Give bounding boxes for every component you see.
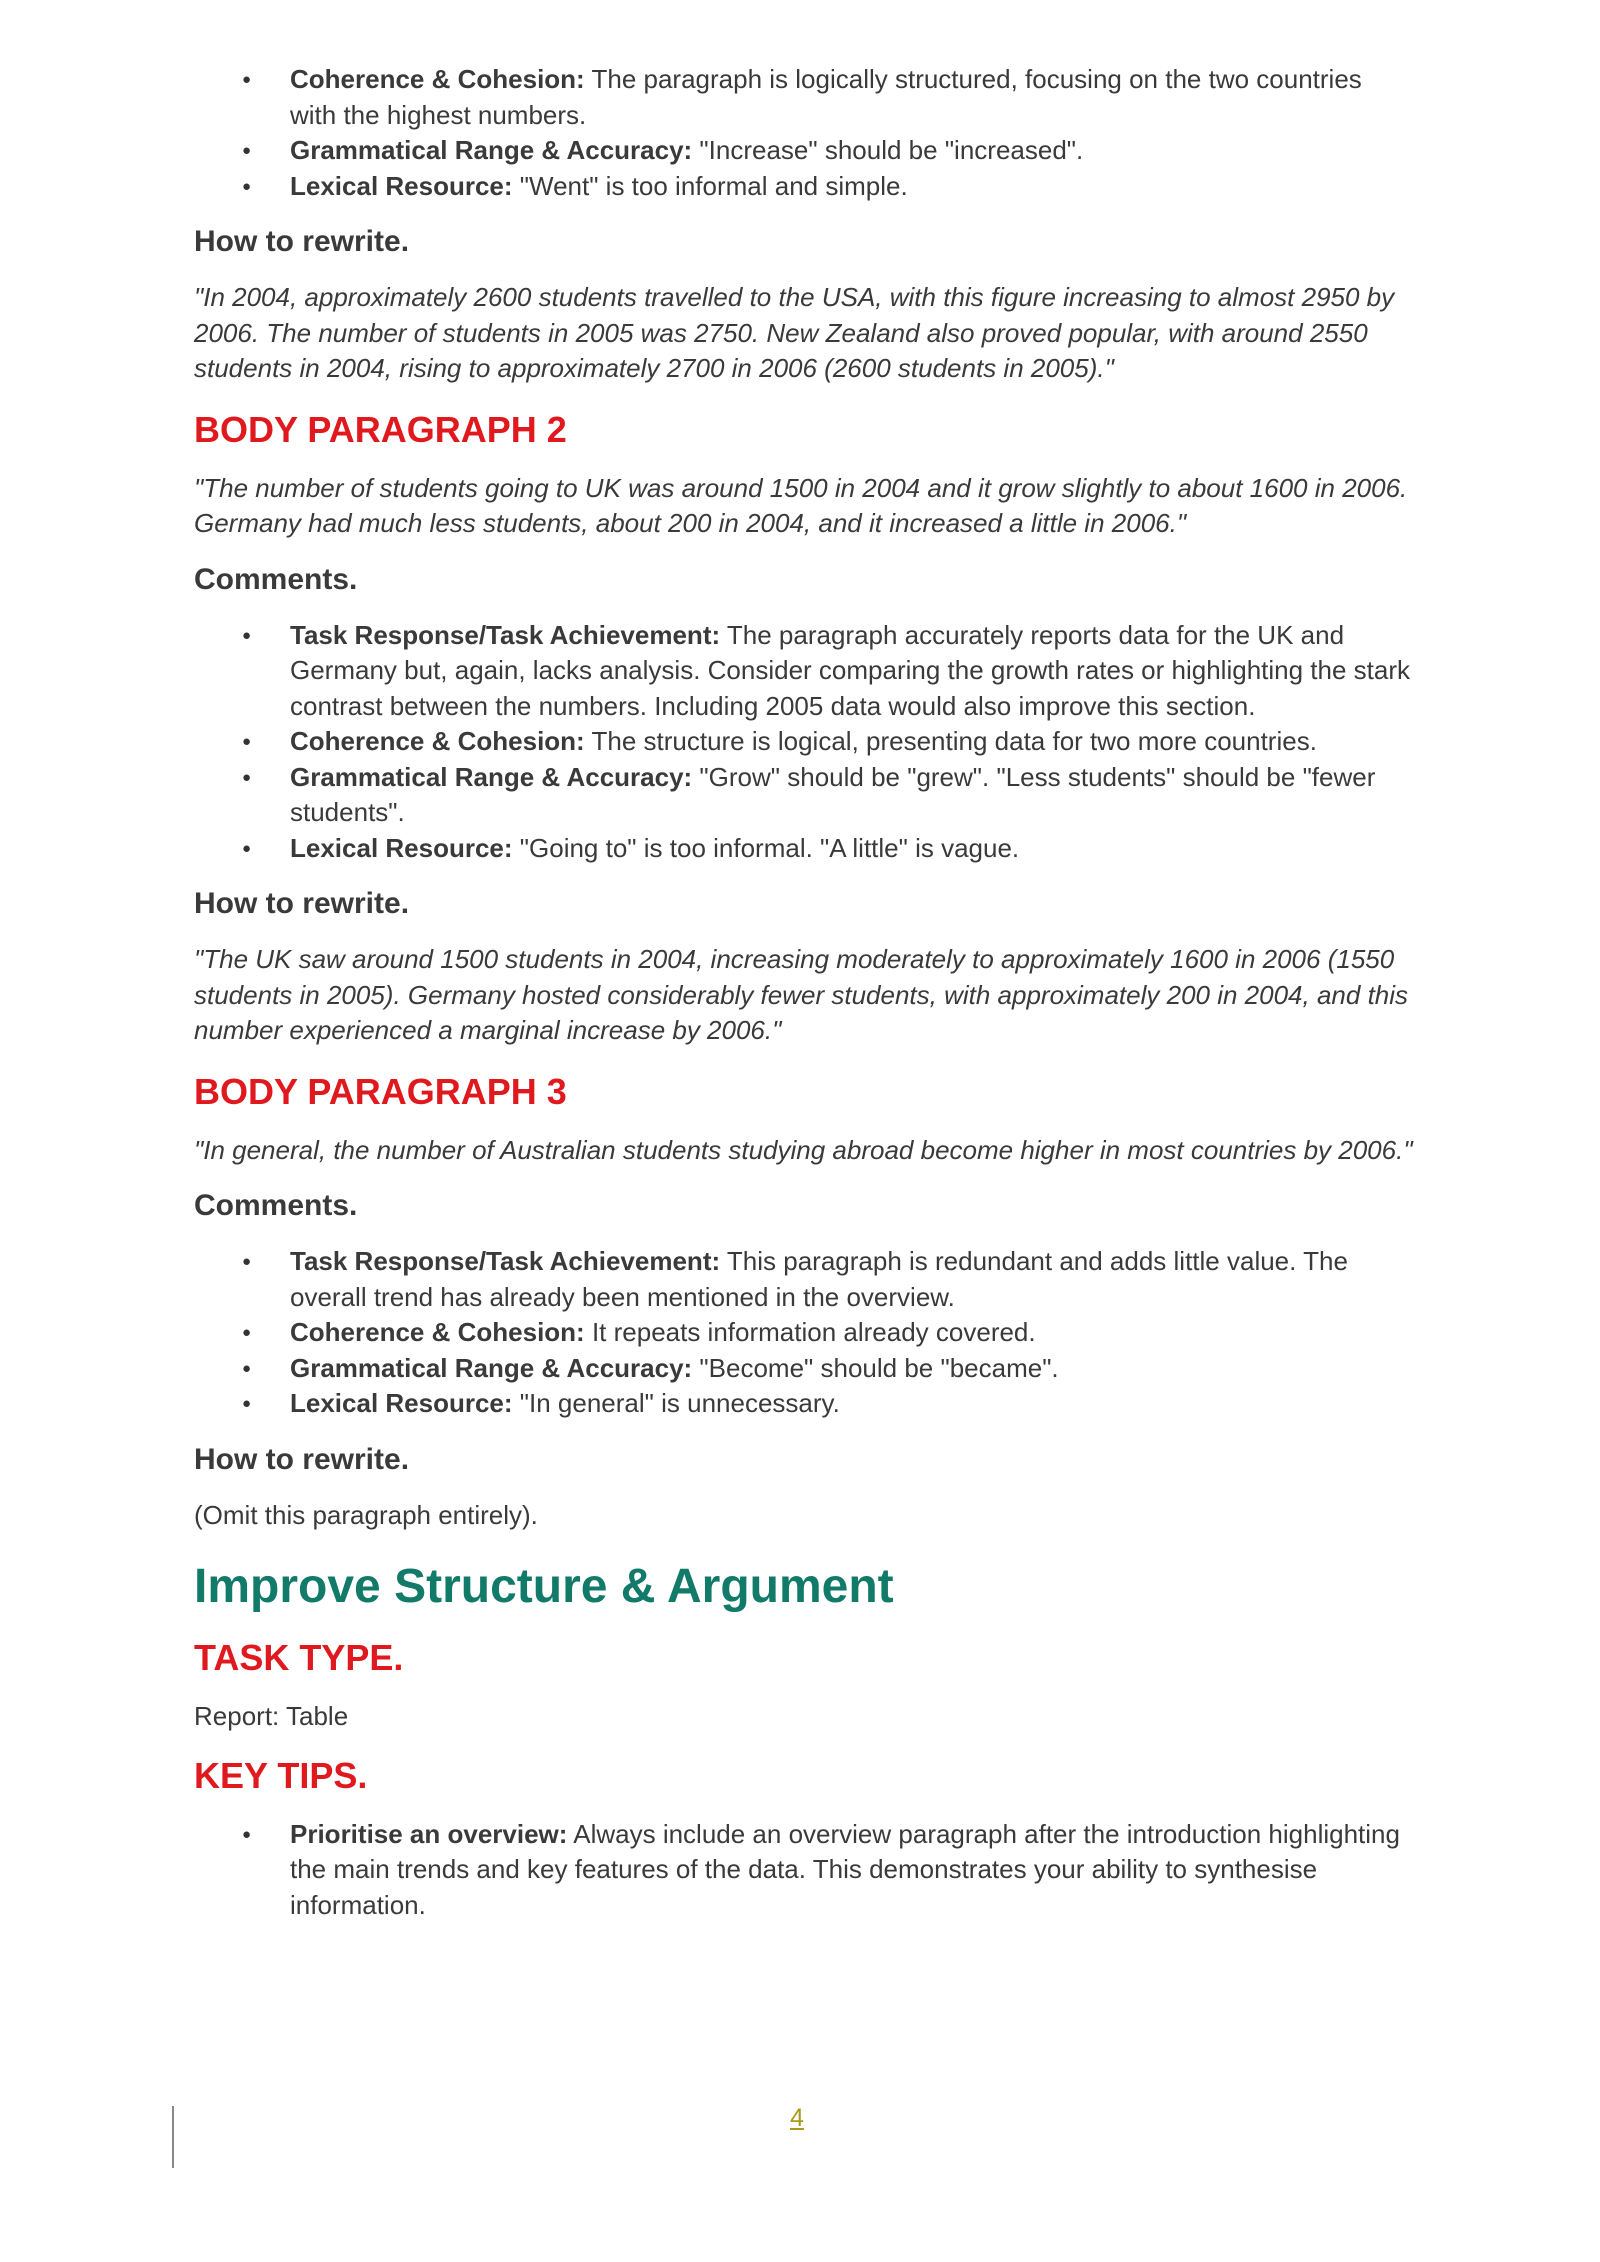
- list-item: [290, 1244, 1414, 1315]
- body-paragraph-3-quote: "In general, the number of Australian students studying abroad become higher in most countries by 2006.": [194, 1134, 1413, 1165]
- body-paragraph-2-comments: [194, 618, 1414, 867]
- bullet-text: The structure is logical, presenting data for two more countries.: [584, 726, 1317, 756]
- bullet-text: The paragraph accurately reports data for the UK and Germany but, again, lacks analysis. Consider comparing the growth rates or highlighting the stark contrast between the numbers. Including 2005 data would also improve this section.: [290, 619, 1411, 721]
- bullet-text: The paragraph is logically structured, focusing on the two countries with the highest numbers.: [290, 64, 1362, 130]
- comments-heading: Comments.: [194, 562, 358, 596]
- bullet-text: "Went" is too informal and simple.: [512, 170, 908, 201]
- rewrite-heading: How to rewrite.: [194, 1442, 410, 1476]
- comments-heading: Comments.: [194, 1189, 358, 1222]
- list-item: [290, 62, 1414, 133]
- list-item: [290, 169, 1414, 205]
- rewrite-heading: How to rewrite.: [194, 887, 410, 920]
- document-page: [194, 62, 1414, 1923]
- bullet-label: Lexical Resource:: [290, 170, 513, 201]
- bullet-text: "Increase" should be "increased".: [692, 135, 1084, 165]
- bullet-label: Grammatical Range & Accuracy:: [290, 761, 693, 792]
- bullet-text: It repeats information already covered.: [584, 1317, 1036, 1347]
- task-type-heading: TASK TYPE.: [194, 1637, 404, 1678]
- list-item: [290, 760, 1414, 831]
- bullet-text: "In general" is unnecessary.: [512, 1388, 840, 1418]
- list-item: [290, 1351, 1414, 1387]
- list-item: [290, 724, 1414, 760]
- bullet-label: Task Response/Task Achievement:: [290, 619, 721, 650]
- task-type-text: Report: Table: [194, 1701, 349, 1731]
- top-bullet-list: [194, 62, 1414, 204]
- list-item: [290, 133, 1414, 169]
- list-item: [290, 831, 1414, 867]
- body-paragraph-3-comments: [194, 1244, 1414, 1422]
- key-tips-heading: KEY TIPS.: [194, 1754, 368, 1796]
- bullet-text: "Become" should be "became".: [692, 1352, 1059, 1383]
- footer-divider: [172, 2106, 174, 2168]
- list-item: [290, 1315, 1414, 1351]
- bullet-label: Coherence & Cohesion:: [290, 1317, 585, 1347]
- body-paragraph-2-quote: "The number of students going to UK was around 1500 in 2004 and it grow slightly to about 1600 in 2006. Germany had much less students, about 200 in 2004, and it increased a little in 2006.": [194, 472, 1408, 538]
- rewrite-text: (Omit this paragraph entirely).: [194, 1499, 538, 1530]
- bullet-text: "Going to" is too informal. "A little" is vague.: [512, 832, 1020, 863]
- rewrite-quote: "In 2004, approximately 2600 students travelled to the USA, with this figure increasing to almost 2950 by 2006. The number of students in 2005 was 2750. New Zealand also proved popular, with around 2550 students in 2004, rising to approximately 2700 in 2006 (2600 students in 2005).": [194, 282, 1395, 383]
- bullet-label: Coherence & Cohesion:: [290, 726, 585, 756]
- bullet-label: Grammatical Range & Accuracy:: [290, 1352, 693, 1383]
- bullet-label: Lexical Resource:: [290, 832, 513, 863]
- list-item: [290, 1386, 1414, 1422]
- key-tips-list: [194, 1817, 1414, 1924]
- rewrite-quote: "The UK saw around 1500 students in 2004, increasing moderately to approximately 1600 in 2006 (1550 students in 2005). Germany hosted considerably fewer students, with approximately 200 in 2004, and this number experienced a marginal increase by 2006.": [194, 944, 1409, 1045]
- bullet-label: Lexical Resource:: [290, 1388, 513, 1418]
- bullet-text: Always include an overview paragraph after the introduction highlighting the main trends and key features of the data. This demonstrates your ability to synthesise information.: [290, 1818, 1400, 1920]
- bullet-label: Task Response/Task Achievement:: [290, 1246, 721, 1276]
- bullet-text: This paragraph is redundant and adds little value. The overall trend has already been mentioned in the overview.: [290, 1246, 1348, 1312]
- body-paragraph-3-heading: BODY PARAGRAPH 3: [194, 1070, 567, 1112]
- page-number: 4: [790, 2104, 804, 2132]
- bullet-label: Coherence & Cohesion:: [290, 64, 585, 94]
- body-paragraph-2-heading: BODY PARAGRAPH 2: [194, 408, 567, 450]
- list-item: [290, 1817, 1414, 1924]
- bullet-label: Grammatical Range & Accuracy:: [290, 135, 693, 165]
- bullet-text: "Grow" should be "grew". "Less students" should be "fewer students".: [290, 761, 1376, 827]
- section-heading: Improve Structure & Argument: [194, 1560, 894, 1613]
- rewrite-heading: How to rewrite.: [194, 225, 410, 258]
- bullet-label: Prioritise an overview:: [290, 1818, 568, 1849]
- list-item: [290, 618, 1414, 725]
